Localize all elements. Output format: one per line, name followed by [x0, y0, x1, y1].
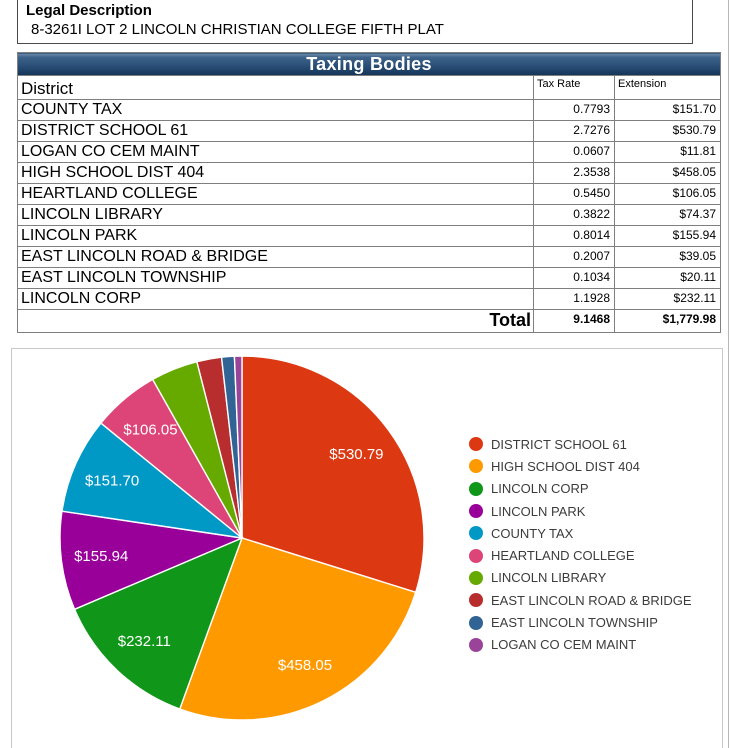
chart-legend	[469, 433, 692, 656]
district-cell: HEARTLAND COLLEGE	[18, 184, 534, 205]
legend-label: HIGH SCHOOL DIST 404	[491, 458, 640, 474]
total-extension: $1,779.98	[615, 310, 721, 333]
legal-description-title: Legal Description	[26, 2, 152, 19]
total-tax-rate: 9.1468	[534, 310, 615, 333]
tax-distribution-chart	[11, 348, 723, 748]
taxing-bodies-banner: Taxing Bodies	[18, 53, 721, 76]
total-row	[18, 310, 721, 333]
legend-label: EAST LINCOLN TOWNSHIP	[491, 615, 658, 631]
column-header-extension: Extension	[615, 76, 721, 100]
legend-item-heartland-college	[469, 544, 692, 566]
legend-item-district-school-61	[469, 433, 692, 455]
legend-label: LINCOLN PARK	[491, 503, 586, 519]
legend-color-dot	[469, 616, 483, 630]
district-cell: LOGAN CO CEM MAINT	[18, 142, 534, 163]
pie-slice-label: $106.05	[123, 421, 178, 439]
extension-cell: $20.11	[615, 268, 721, 289]
district-cell: LINCOLN PARK	[18, 226, 534, 247]
district-cell: DISTRICT SCHOOL 61	[18, 121, 534, 142]
legend-item-high-school-dist-404	[469, 455, 692, 477]
legend-label: HEARTLAND COLLEGE	[491, 548, 635, 564]
total-label: Total	[18, 310, 534, 333]
tax-rate-cell: 0.1034	[534, 268, 615, 289]
legend-color-dot	[469, 638, 483, 652]
legend-color-dot	[469, 437, 483, 451]
extension-cell: $155.94	[615, 226, 721, 247]
legend-color-dot	[469, 549, 483, 563]
extension-cell: $458.05	[615, 163, 721, 184]
legal-description-box	[17, 0, 693, 44]
table-row	[18, 100, 721, 121]
legend-color-dot	[469, 459, 483, 473]
tax-rate-cell: 1.1928	[534, 289, 615, 310]
district-cell: LINCOLN CORP	[18, 289, 534, 310]
page-right-border	[728, 0, 729, 748]
table-row	[18, 121, 721, 142]
extension-cell: $530.79	[615, 121, 721, 142]
pie-slice-label: $530.79	[329, 445, 384, 463]
legend-item-lincoln-corp	[469, 478, 692, 500]
legend-color-dot	[469, 482, 483, 496]
legend-label: EAST LINCOLN ROAD & BRIDGE	[491, 592, 692, 608]
taxing-table-body	[18, 100, 721, 310]
extension-cell: $106.05	[615, 184, 721, 205]
legal-description-text: 8-3261I LOT 2 LINCOLN CHRISTIAN COLLEGE FIFTH PLAT	[31, 21, 444, 38]
column-header-district: District	[18, 76, 534, 100]
table-row	[18, 163, 721, 184]
legend-item-lincoln-library	[469, 567, 692, 589]
tax-rate-cell: 0.7793	[534, 100, 615, 121]
table-row	[18, 247, 721, 268]
district-cell: EAST LINCOLN ROAD & BRIDGE	[18, 247, 534, 268]
tax-rate-cell: 0.0607	[534, 142, 615, 163]
legend-color-dot	[469, 504, 483, 518]
tax-rate-cell: 0.8014	[534, 226, 615, 247]
district-cell: LINCOLN LIBRARY	[18, 205, 534, 226]
district-cell: HIGH SCHOOL DIST 404	[18, 163, 534, 184]
legend-item-county-tax	[469, 522, 692, 544]
taxing-bodies-banner-row	[18, 53, 721, 76]
legend-label: COUNTY TAX	[491, 525, 574, 541]
legend-color-dot	[469, 593, 483, 607]
pie-slice-label: $458.05	[277, 657, 333, 675]
pie-chart	[12, 349, 472, 748]
extension-cell: $151.70	[615, 100, 721, 121]
extension-cell: $39.05	[615, 247, 721, 268]
tax-rate-cell: 0.2007	[534, 247, 615, 268]
column-header-tax-rate: Tax Rate	[534, 76, 615, 100]
table-row	[18, 184, 721, 205]
taxing-bodies-table	[17, 52, 721, 333]
legend-label: LINCOLN LIBRARY	[491, 570, 607, 586]
extension-cell: $232.11	[615, 289, 721, 310]
district-cell: EAST LINCOLN TOWNSHIP	[18, 268, 534, 289]
table-row	[18, 289, 721, 310]
pie-slice-label: $232.11	[117, 633, 171, 650]
legend-item-east-lincoln-road-bridge	[469, 589, 692, 611]
tax-rate-cell: 0.3822	[534, 205, 615, 226]
legend-item-logan-co-cem-maint	[469, 634, 692, 656]
table-row	[18, 142, 721, 163]
pie-slice-label: $155.94	[74, 548, 129, 565]
legend-label: DISTRICT SCHOOL 61	[491, 436, 627, 452]
tax-rate-cell: 0.5450	[534, 184, 615, 205]
extension-cell: $74.37	[615, 205, 721, 226]
legend-color-dot	[469, 571, 483, 585]
table-row	[18, 205, 721, 226]
extension-cell: $11.81	[615, 142, 721, 163]
tax-rate-cell: 2.7276	[534, 121, 615, 142]
table-header-row	[18, 76, 721, 100]
tax-rate-cell: 2.3538	[534, 163, 615, 184]
table-row	[18, 268, 721, 289]
legend-label: LINCOLN CORP	[491, 481, 589, 497]
legend-item-east-lincoln-township	[469, 611, 692, 633]
table-row	[18, 226, 721, 247]
legend-color-dot	[469, 526, 483, 540]
legend-label: LOGAN CO CEM MAINT	[491, 637, 637, 653]
legend-item-lincoln-park	[469, 500, 692, 522]
pie-slice-label: $151.70	[84, 472, 140, 490]
district-cell: COUNTY TAX	[18, 100, 534, 121]
